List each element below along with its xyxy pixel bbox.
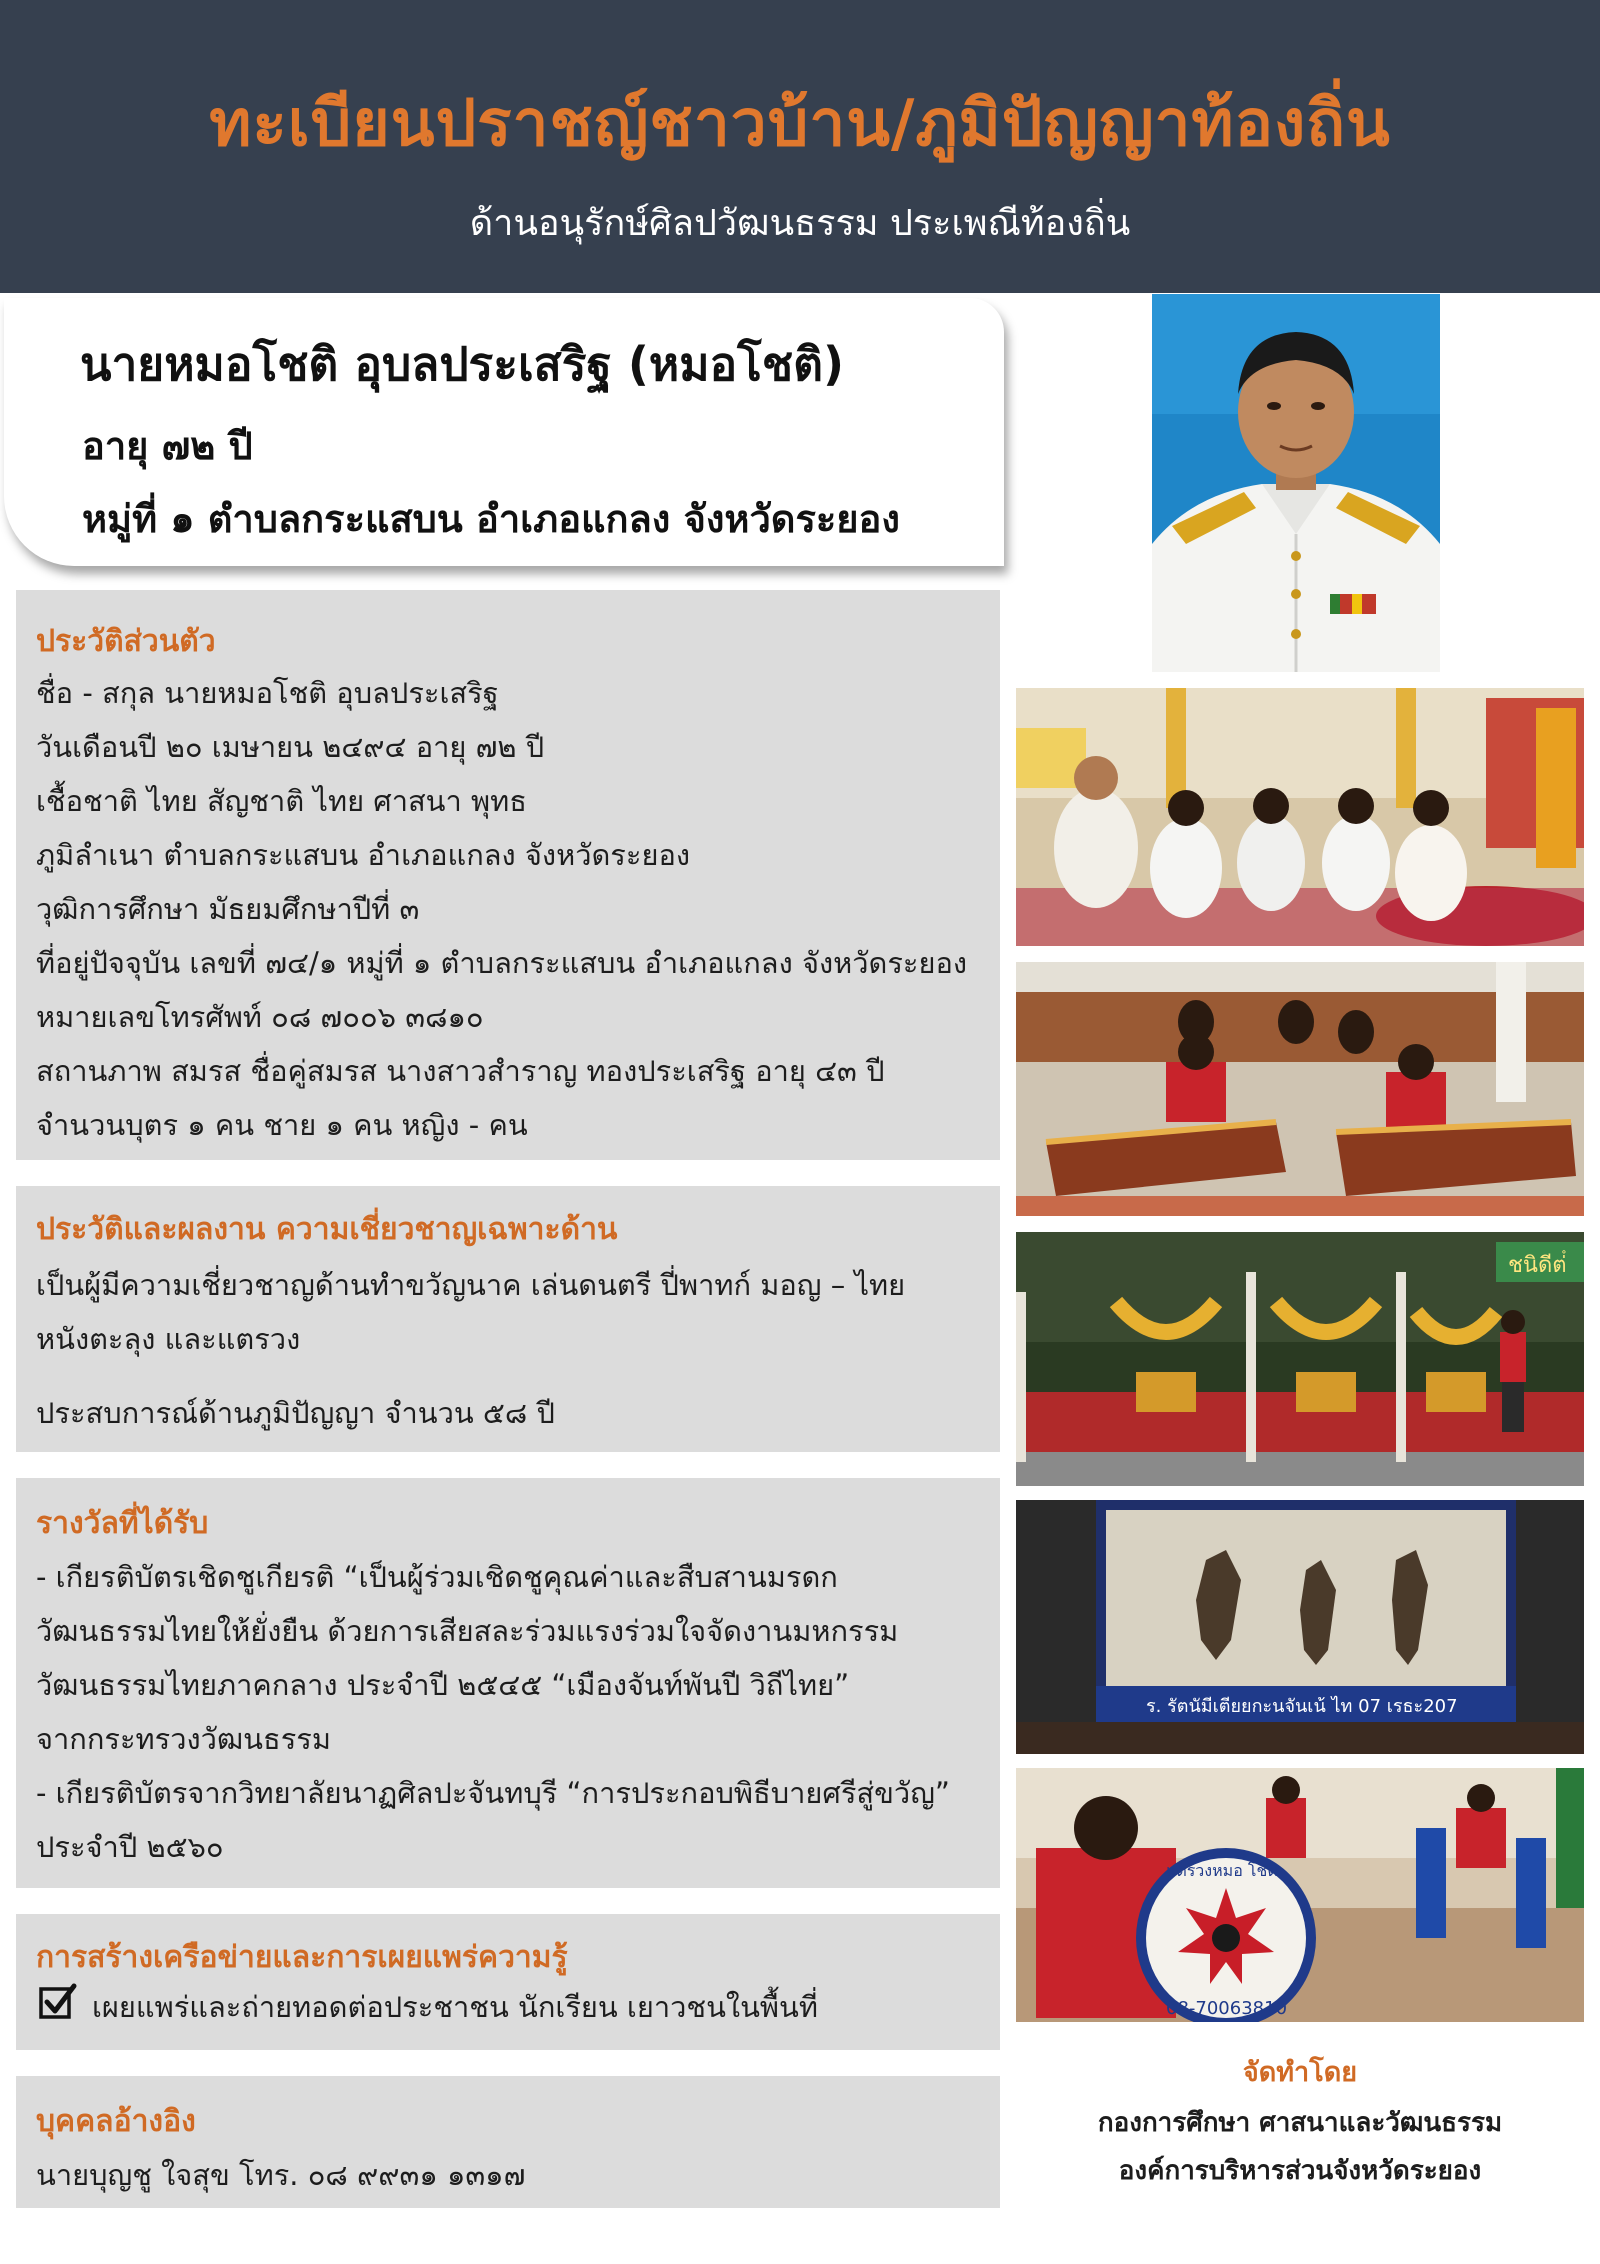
network-item: เผยแพร่และถ่ายทอดต่อประชาชน นักเรียน เยาวชนในพื้นที่ [92,1990,818,2024]
credit-org-line-2: องค์การบริหารส่วนจังหวัดระยอง [1118,2156,1482,2186]
profile-line: จำนวนบุตร ๑ คน ชาย ๑ คน หญิง - คน [36,1108,528,1142]
reference-heading: บุคคลอ้างอิง [36,2104,196,2139]
person-age: อายุ ๗๒ ปี [82,424,253,468]
credit-org-line-1: กองการศึกษา ศาสนาและวัฒนธรรม [1097,2108,1503,2138]
person-address: หมู่ที่ ๑ ตำบลกระแสบน อำเภอแกลง จังหวัดระยอง [82,497,900,541]
stage-instruments-photo [1016,1232,1584,1486]
profile-line: วุฒิการศึกษา มัธยมศึกษาปีที่ ๓ [36,892,420,926]
award-line: ประจำปี ๒๕๖๐ [36,1830,224,1864]
drum-band-photo [1016,1768,1584,2022]
page-subtitle: ด้านอนุรักษ์ศิลปวัฒนธรรม ประเพณีท้องถิ่น [469,203,1131,244]
checkbox-checked-icon [38,1982,78,2022]
awards-panel [16,1478,1000,1888]
expertise-line: เป็นผู้มีความเชี่ยวชาญด้านทำขวัญนาค เล่นดนตรี ปี่พาทก์ มอญ – ไทย [36,1268,906,1302]
experience-line: ประสบการณ์ด้านภูมิปัญญา จำนวน ๕๘ ปี [36,1396,555,1430]
shadow-puppet-photo [1016,1500,1584,1754]
profile-line: วันเดือนปี ๒๐ เมษายน ๒๔๙๔ อายุ ๗๒ ปี [36,730,545,764]
award-line: - เกียรติบัตรเชิดชูเกียรติ “เป็นผู้ร่วมเชิดชูคุณค่าและสืบสานมรดก [36,1560,838,1594]
profile-line: สถานภาพ สมรส ชื่อคู่สมรส นางสาวสำราญ ทองประเสริฐ อายุ ๔๓ ปี [36,1054,885,1088]
person-name-card [4,298,1004,566]
profile-line: ชื่อ - สกุล นายหมอโชติ อุบลประเสริฐ [36,676,499,710]
drum-phone: 08-70063810 [1166,1998,1288,2019]
expertise-panel [16,1186,1000,1452]
network-panel [16,1914,1000,2050]
portrait-photo [1152,294,1440,672]
music-band-photo [1016,962,1584,1216]
expertise-heading: ประวัติและผลงาน ความเชี่ยวชาญเฉพาะด้าน [36,1212,618,1247]
reference-panel [16,2076,1000,2208]
page-title: ทะเบียนปราชญ์ชาวบ้าน/ภูมิปัญญาท้องถิ่น [209,87,1391,161]
awards-heading: รางวัลที่ได้รับ [36,1506,209,1541]
drum-text: แตรวงหมอ โชติ [1166,1861,1278,1880]
personal-history-panel [16,590,1000,1160]
profile-line: ที่อยู่ปัจจุบัน เลขที่ ๗๔/๑ หมู่ที่ ๑ ตำบลกระแสบน อำเภอแกลง จังหวัดระยอง [36,946,968,980]
profile-line: หมายเลขโทรศัพท์ ๐๘ ๗๐๐๖ ๓๘๑๐ [36,1000,484,1034]
ceremony-photo [1016,688,1584,946]
profile-line: ภูมิลำเนา ตำบลกระแสบน อำเภอแกลง จังหวัดระยอง [36,838,691,872]
award-line: วัฒนธรรมไทยภาคกลาง ประจำปี ๒๕๔๕ “เมืองจันท์พันปี วิถีไทย” [36,1668,850,1702]
award-line: จากกระทรวงวัฒนธรรม [36,1722,331,1756]
expertise-line: หนังตะลุง และแตรวง [36,1322,301,1356]
shadow-banner-text: ร. รัตนัมีเตียยกะนจันเน้ ไท 07 เรธะ207 [1146,1696,1458,1717]
person-name: นายหมอโชติ อุบลประเสริฐ (หมอโชติ) [80,337,844,391]
personal-history-heading: ประวัติส่วนตัว [36,624,216,659]
award-line: - เกียรติบัตรจากวิทยาลัยนาฏศิลปะจันทบุรี “การประกอบพิธีบายศรีสู่ขวัญ” [36,1776,950,1810]
reference-line: นายบุญชู ใจสุข โทร. ๐๘ ๙๙๓๑ ๑๓๑๗ [36,2158,526,2192]
header-banner [0,0,1600,293]
stage-sign-text: ชนิดีต่ํ [1508,1253,1567,1278]
credit-by: จัดทำโดย [1242,2057,1358,2088]
network-heading: การสร้างเครือข่ายและการเผยแพร่ความรู้ [36,1940,568,1975]
award-line: วัฒนธรรมไทยให้ยั่งยืน ด้วยการเสียสละร่วมแรงร่วมใจจัดงานมหกรรม [36,1614,899,1648]
profile-line: เชื้อชาติ ไทย สัญชาติ ไทย ศาสนา พุทธ [36,784,527,818]
